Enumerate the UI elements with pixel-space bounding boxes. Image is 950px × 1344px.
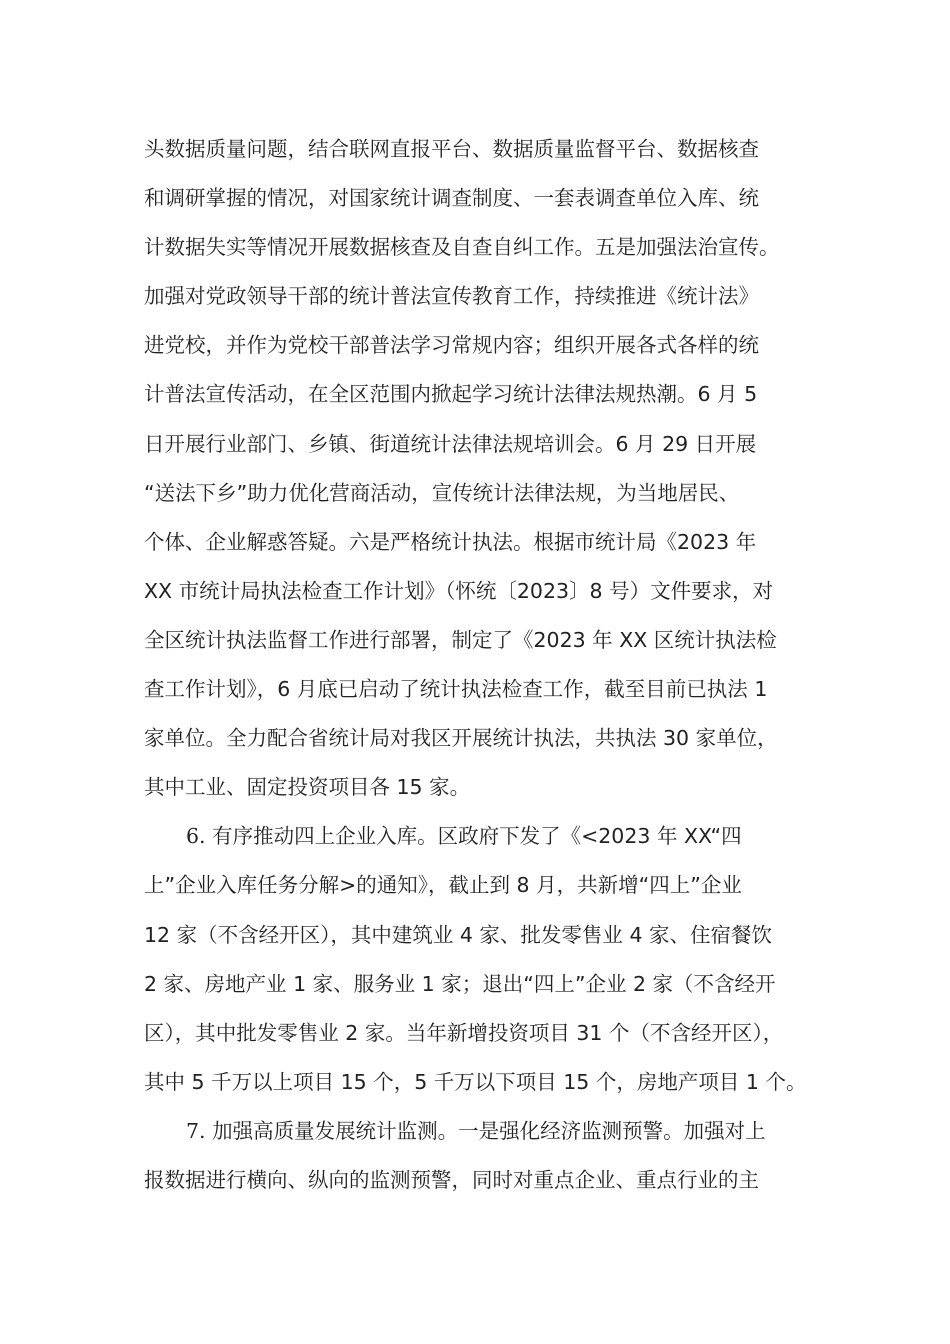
text-line: 报数据进行横向、纵向的监测预警，同时对重点企业、重点行业的主 (144, 1167, 759, 1192)
section-7-first-line (144, 1107, 814, 1156)
text-line: 家单位。全力配合省统计局对我区开展统计执法，共执法 30 家单位， (144, 726, 778, 751)
text-line: 计数据失实等情况开展数据核查及自查自纠工作。五是加强法治宣传。 (144, 235, 780, 260)
section-7-text: 一是强化经济监测预警。加强对上 (458, 1118, 766, 1143)
section-6-heading: 6. 有序推动四上企业入库。 (186, 824, 438, 849)
text-line: 2 家、房地产业 1 家、服务业 1 家；退出“四上”企业 2 家（不含经开 (144, 971, 776, 996)
text-line: 上”企业入库任务分解>的通知》，截止到 8 月，共新增“四上”企业 (144, 873, 742, 898)
text-line: 区），其中批发零售业 2 家。当年新增投资项目 31 个（不含经开区）， (144, 1020, 784, 1045)
text-line: 其中 5 千万以上项目 15 个，5 千万以下项目 15 个，房地产项目 1 个。 (144, 1069, 807, 1094)
text-line: 其中工业、固定投资项目各 15 家。 (144, 775, 471, 800)
body-text (144, 125, 814, 1205)
text-line: XX 市统计局执法检查工作计划》（怀统〔2023〕8 号）文件要求，对 (144, 578, 774, 603)
section-6-first-line (144, 812, 814, 861)
text-line: 查工作计划》，6 月底已启动了统计执法检查工作，截至目前已执法 1 (144, 677, 768, 702)
text-line: 和调研掌握的情况，对国家统计调查制度、一套表调查单位入库、统 (144, 186, 759, 211)
text-line: 头数据质量问题，结合联网直报平台、数据质量监督平台、数据核查 (144, 137, 759, 161)
text-line: 进党校，并作为党校干部普法学习常规内容；组织开展各式各样的统 (144, 333, 759, 358)
text-line: 加强对党政领导干部的统计普法宣传教育工作，持续推进《统计法》 (144, 284, 759, 309)
section-7-heading: 7. 加强高质量发展统计监测。 (186, 1118, 459, 1143)
text-line: 日开展行业部门、乡镇、街道统计法律法规培训会。6 月 29 日开展 (144, 431, 757, 456)
text-line: 计普法宣传活动，在全区范围内掀起学习统计法律法规热潮。6 月 5 (144, 382, 758, 407)
section-6-text: 区政府下发了《<2023 年 XX“四 (437, 824, 742, 849)
text-line: 全区统计执法监督工作进行部署，制定了《2023 年 XX 区统计执法检 (144, 627, 777, 652)
text-line: 个体、企业解惑答疑。六是严格统计执法。根据市统计局《2023 年 (144, 529, 757, 554)
text-line: “送法下乡”助力优化营商活动，宣传统计法律法规，为当地居民、 (144, 480, 740, 505)
text-line: 12 家（不含经开区），其中建筑业 4 家、批发零售业 4 家、住宿餐饮 (144, 922, 773, 947)
